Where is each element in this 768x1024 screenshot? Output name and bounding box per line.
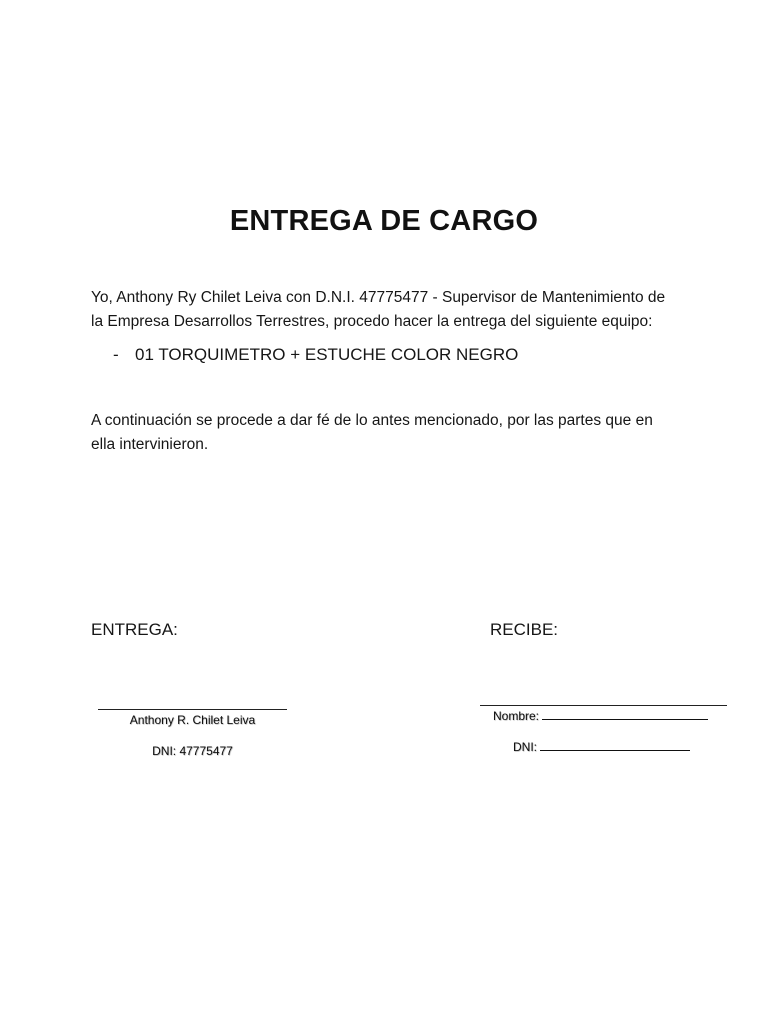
- entrega-signature-line: [98, 709, 287, 710]
- list-dash: -: [113, 345, 119, 364]
- recibe-name-blank: [542, 709, 708, 720]
- equipment-item-text: 01 TORQUIMETRO + ESTUCHE COLOR NEGRO: [135, 345, 519, 364]
- equipment-list-item: [113, 345, 518, 365]
- recibe-dni-label: DNI:: [513, 740, 537, 754]
- entrega-signer-name: Anthony R. Chilet Leiva: [129, 713, 256, 727]
- intro-line: Yo, Anthony Ry Chilet Leiva con D.N.I. 47775477 - Supervisor de Mantenimiento de: [91, 289, 666, 306]
- recibe-signature-line: [480, 705, 727, 706]
- recibe-name-label: Nombre:: [493, 709, 540, 723]
- recibe-dni-field: [513, 740, 690, 754]
- continuation-line: A continuación se procede a dar fé de lo antes mencionado, por las partes que en: [91, 412, 653, 429]
- recibe-dni-blank: [540, 740, 690, 751]
- continuation-paragraph: [91, 409, 691, 457]
- continuation-line: ella intervinieron.: [91, 436, 209, 453]
- intro-line: la Empresa Desarrollos Terrestres, procedo hacer la entrega del siguiente equipo:: [91, 313, 653, 330]
- entrega-heading: ENTREGA:: [91, 620, 178, 639]
- recibe-heading: RECIBE:: [490, 620, 559, 639]
- entrega-signer-dni: DNI: 47775477: [152, 744, 233, 758]
- intro-paragraph: [91, 286, 691, 334]
- recibe-name-field: [493, 709, 708, 723]
- document-title: ENTREGA DE CARGO: [229, 205, 539, 237]
